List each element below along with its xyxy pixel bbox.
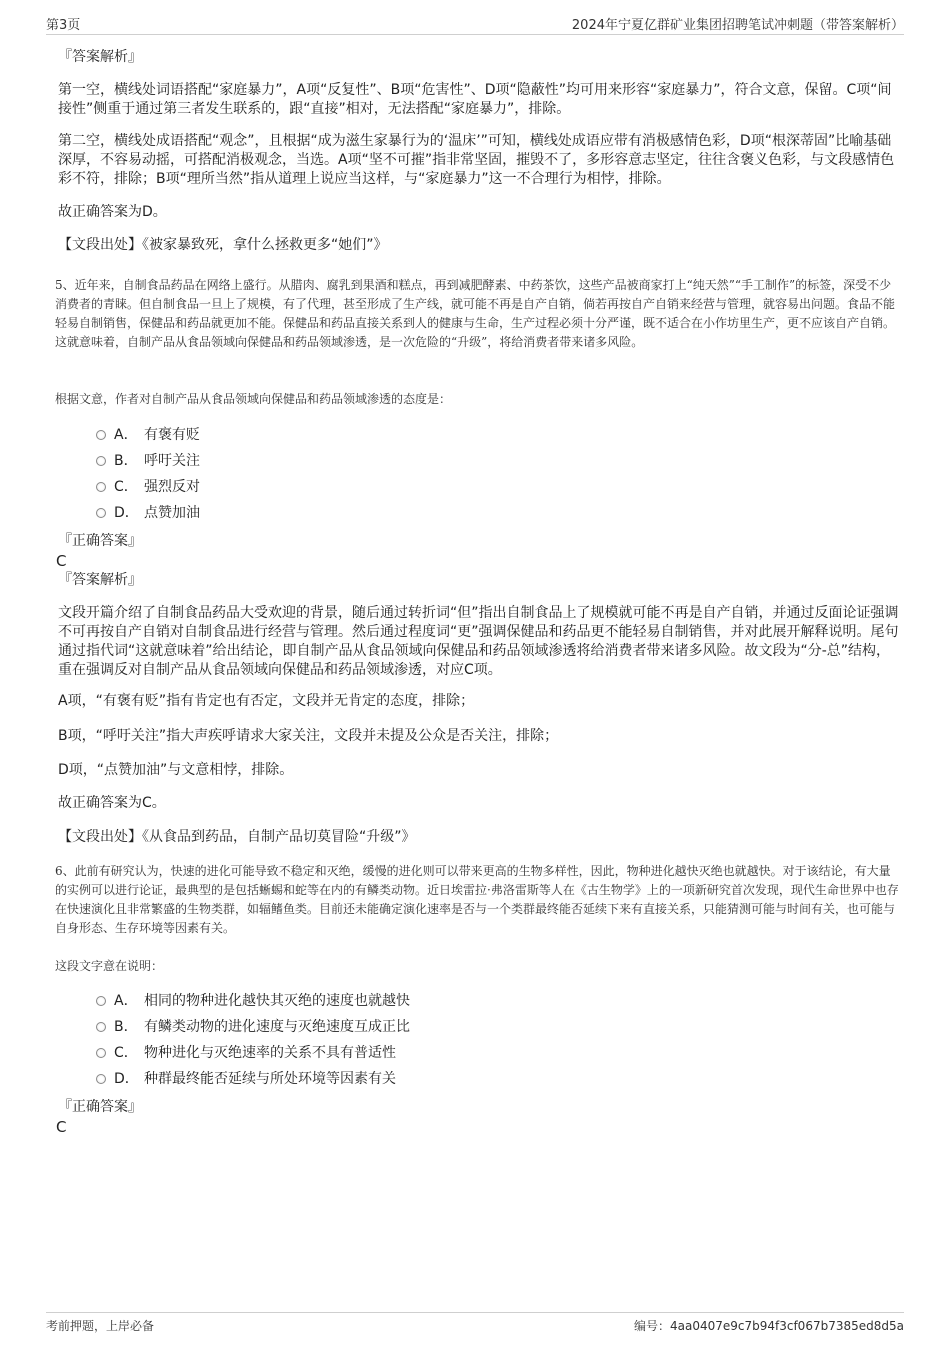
option-b[interactable]: B． 有鳞类动物的进化速度与灭绝速度互成正比: [96, 1017, 410, 1037]
question-6-prompt: 这段文字意在说明：: [55, 959, 164, 973]
radio-icon[interactable]: [96, 996, 106, 1006]
option-c[interactable]: C． 强烈反对: [96, 477, 200, 497]
analysis-paragraph-2: 第二空，横线处成语搭配“观念”，且根据“成为滋生家暴行为的‘温床’”可知，横线处成语应带有消极感情色彩，D项“根深蒂固”比喻基础深厚，不容易动摇，可搭配消极观念，当选。A项“坚不可摧”指非常坚固，摧毁不了，多形容意志坚定，往往含褒义色彩，与文段感情色彩不符，排除；B项“理所当然”指从道理上说应当这样，与“家庭暴力”这一不合理行为相悖，排除。: [58, 133, 895, 187]
analysis-heading: 『答案解析』: [58, 49, 142, 65]
option-d[interactable]: D． 点赞加油: [96, 503, 200, 523]
document-title: 2024年宁夏亿群矿业集团招聘笔试冲刺题（带答案解析）: [571, 18, 904, 33]
conclusion: 故正确答案为D。: [58, 204, 167, 220]
question-6-passage: 6、此前有研究认为，快速的进化可能导致不稳定和灭绝，缓慢的进化则可以带来更高的生物多样性，因此，物种进化越快灭绝也就越快。对于该结论，有大量的实例可以进行论证，最典型的是包括蜥蜴和蛇等在内的有鳞类动物。近日埃雷拉·弗洛雷斯等人在《古生物学》上的一项新研究首次发现，现代生命世界中也存在快速演化且非常繁盛的生物类群，如辐鳍鱼类。目前还未能确定演化速率是否与一个类群最终能否延续下来有直接关系，只能猜测可能与时间有关，也可能与自身形态、生存环境等因素有关。: [55, 864, 899, 935]
option-c[interactable]: C． 物种进化与灭绝速率的关系不具有普适性: [96, 1043, 396, 1063]
analysis-paragraph-1: 第一空，横线处词语搭配“家庭暴力”，A项“反复性”、B项“危害性”、D项“隐蔽性”均可用来形容“家庭暴力”，符合文意，保留。C项“间接性”侧重于通过第三者发生联系的，跟“直接”相对，无法搭配“家庭暴力”，排除。: [58, 82, 892, 117]
document-id: 编号：4aa0407e9c7b94f3cf067b7385ed8d5a: [633, 1319, 904, 1333]
correct-answer-value: C: [56, 552, 67, 570]
correct-answer-heading: 『正确答案』: [58, 1099, 142, 1115]
radio-icon[interactable]: [96, 482, 106, 492]
radio-icon[interactable]: [96, 1048, 106, 1058]
radio-icon[interactable]: [96, 456, 106, 466]
radio-icon[interactable]: [96, 1022, 106, 1032]
option-b-note: B项，“呼吁关注”指大声疾呼请求大家关注，文段并未提及公众是否关注，排除；: [58, 728, 559, 744]
analysis-heading: 『答案解析』: [58, 572, 142, 588]
footer-slogan: 考前押题，上岸必备: [46, 1319, 155, 1333]
question-5-prompt: 根据文意，作者对自制产品从食品领域向保健品和药品领域渗透的态度是：: [55, 392, 452, 406]
analysis-paragraph: 文段开篇介绍了自制食品药品大受欢迎的背景，随后通过转折词“但”指出自制食品上了规模就可能不再是自产自销，并通过反面论证强调不可再按自产自销对自制食品进行经营与管理。然后通过程度词“更”强调保健品和药品更不能轻易自制销售，并对此展开解释说明。尾句通过指代词“这就意味着”给出结论，即自制产品从食品领域向保健品和药品领域渗透将给消费者带来诸多风险。故文段为“分-总”结构，重在强调反对自制产品从食品领域向保健品和药品领域渗透，对应C项。: [58, 605, 899, 678]
source-note: 【文段出处】《被家暴致死，拿什么拯救更多“她们”》: [58, 237, 388, 253]
radio-icon[interactable]: [96, 508, 106, 518]
option-a[interactable]: A． 有褒有贬: [96, 425, 200, 445]
conclusion: 故正确答案为C。: [58, 795, 166, 811]
option-a[interactable]: A． 相同的物种进化越快其灭绝的速度也就越快: [96, 991, 410, 1011]
option-a-note: A项，“有褒有贬”指有肯定也有否定，文段并无肯定的态度，排除；: [58, 693, 475, 709]
radio-icon[interactable]: [96, 1074, 106, 1084]
radio-icon[interactable]: [96, 430, 106, 440]
correct-answer-heading: 『正确答案』: [58, 533, 142, 549]
option-d[interactable]: D． 种群最终能否延续与所处环境等因素有关: [96, 1069, 396, 1089]
correct-answer-value: C: [56, 1118, 67, 1136]
option-d-note: D项，“点赞加油”与文意相悖，排除。: [58, 762, 294, 778]
page-header: [46, 12, 904, 35]
option-b[interactable]: B． 呼吁关注: [96, 451, 200, 471]
question-5-passage: 5、近年来，自制食品药品在网络上盛行。从腊肉、腐乳到果酒和糕点，再到减肥酵素、中药茶饮，这些产品被商家打上“纯天然”“手工制作”的标签，深受不少消费者的青睐。但自制食品一旦上了规模，有了代理，甚至形成了生产线，就可能不再是自产自销，倘若再按自产自销来经营与管理，就容易出问题。食品不能轻易自制销售，保健品和药品就更加不能。保健品和药品直接关系到人的健康与生命，生产过程必须十分严谨，既不适合在小作坊里生产，更不应该自产自销。这就意味着，自制产品从食品领域向保健品和药品领域渗透，是一次危险的“升级”，将给消费者带来诸多风险。: [55, 278, 896, 349]
source-note: 【文段出处】《从食品到药品，自制产品切莫冒险“升级”》: [58, 829, 416, 845]
page-number: 第3页: [46, 18, 81, 33]
page-footer: [46, 1312, 904, 1336]
